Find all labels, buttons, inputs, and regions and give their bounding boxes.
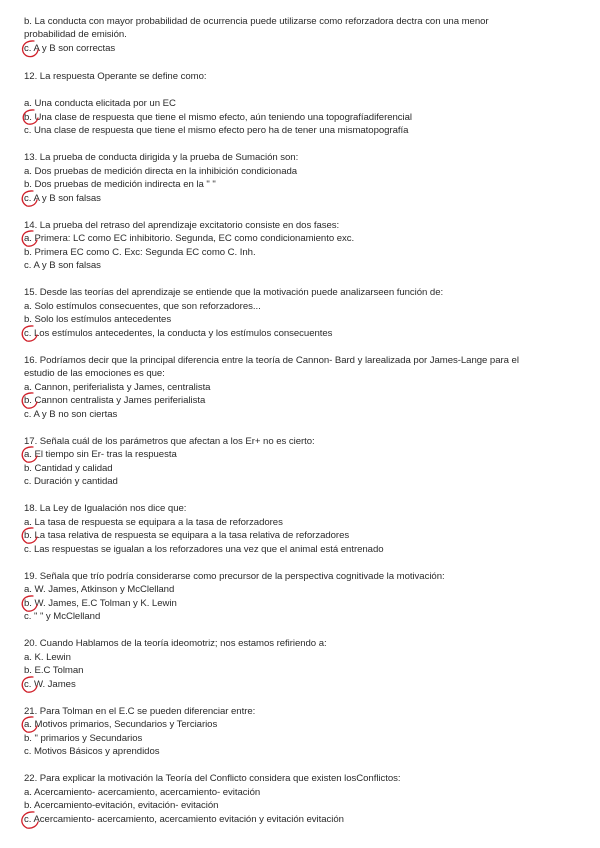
q22-option-b: b. Acercamiento-evitación, evitación- evitación [24, 800, 219, 811]
answer-mark-q18 [22, 528, 37, 543]
q18-option-b: b. La tasa relativa de respuesta se equipara a la tasa relativa de reforzadores [24, 530, 350, 541]
answer-mark-q12 [23, 110, 38, 124]
answer-mark-q15 [22, 326, 37, 341]
answer-mark-q14 [22, 231, 37, 246]
q19-stem: 19. Señala que trío podría considerarse como precursor de la perspectiva cognitivade la motivación: [24, 571, 445, 582]
q19-option-c: c. " " y McClelland [24, 611, 101, 622]
q16-option-c: c. A y B no son ciertas [24, 409, 118, 420]
q16-stem-line2: estudio de las emociones es que: [24, 368, 165, 379]
q18-stem: 18. La Ley de Igualación nos dice que: [24, 503, 187, 514]
answer-mark-q13 [22, 191, 37, 206]
q13-option-a: a. Dos pruebas de medición directa en la inhibición condicionada [24, 166, 298, 177]
q14-stem: 14. La prueba del retraso del aprendizaje excitatorio consiste en dos fases: [24, 220, 340, 231]
q18-option-c: c. Las respuestas se igualan a los reforzadores una vez que el animal está entrenado [24, 544, 384, 555]
answer-mark-q17 [22, 447, 37, 462]
q20-option-c: c. W. James [24, 679, 76, 690]
q14-option-b: b. Primera EC como C. Exc: Segunda EC como C. Inh. [24, 247, 256, 258]
answer-mark-q11 [23, 41, 38, 57]
q13-option-c: c. A y B son falsas [24, 193, 101, 204]
q19-option-b: b. W. James, E.C Tolman y K. Lewin [24, 598, 177, 609]
q22-stem: 22. Para explicar la motivación la Teoría del Conflicto considera que existen losConflictos: [24, 773, 401, 784]
q14-option-a: a. Primera: LC como EC inhibitorio. Segunda, EC como condicionamiento exc. [24, 233, 355, 244]
q12-stem: 12. La respuesta Operante se define como: [24, 71, 207, 82]
q21-option-b: b. " primarios y Secundarios [24, 733, 143, 744]
q21-option-a: a. Motivos primarios, Secundarios y Terciarios [24, 719, 218, 730]
q14-option-c: c. A y B son falsas [24, 260, 101, 271]
q22-option-a: a. Acercamiento- acercamiento, acercamiento- evitación [24, 787, 261, 798]
q12-option-b: b. Una clase de respuesta que tiene el mismo efecto, aún teniendo una topografíadiferencial [24, 112, 412, 123]
q20-option-b: b. E.C Tolman [24, 665, 84, 676]
q17-stem: 17. Señala cuál de los parámetros que afectan a los Er+ no es cierto: [24, 436, 315, 447]
q12-option-a: a. Una conducta elicitada por un EC [24, 98, 176, 109]
answer-mark-q22 [22, 812, 38, 828]
answer-mark-q20 [22, 677, 37, 692]
answer-mark-q16 [22, 393, 37, 408]
q21-stem: 21. Para Tolman en el E.C se pueden diferenciar entre: [24, 706, 256, 717]
q21-option-c: c. Motivos Básicos y aprendidos [24, 746, 160, 757]
q17-option-b: b. Cantidad y calidad [24, 463, 113, 474]
q16-option-b: b. Cannon centralista y James periferialista [24, 395, 206, 406]
q11-option-b-line1: b. La conducta con mayor probabilidad de ocurrencia puede utilizarse como reforzadora dectra con una menor [24, 16, 489, 27]
q17-option-c: c. Duración y cantidad [24, 476, 118, 487]
q15-stem: 15. Desde las teorías del aprendizaje se entiende que la motivación puede analizarseen función de: [24, 287, 444, 298]
q22-option-c: c. Acercamiento- acercamiento, acercamiento evitación y evitación evitación [24, 814, 344, 825]
q16-stem-line1: 16. Podríamos decir que la principal diferencia entre la teoría de Cannon- Bard y larealizada por James-Lange para el [24, 355, 519, 366]
q15-option-c: c. Los estímulos antecedentes, la conducta y los estímulos consecuentes [24, 328, 333, 339]
q13-option-b: b. Dos pruebas de medición indirecta en la " " [24, 179, 216, 190]
q11-option-c: c. A y B son correctas [24, 43, 116, 54]
q12-option-c: c. Una clase de respuesta que tiene el mismo efecto pero ha de tener una mismatopografía [24, 125, 409, 136]
q15-option-b: b. Solo los estímulos antecedentes [24, 314, 172, 325]
q13-stem: 13. La prueba de conducta dirigida y la prueba de Sumación son: [24, 152, 299, 163]
q18-option-a: a. La tasa de respuesta se equipara a la tasa de reforzadores [24, 517, 283, 528]
q20-stem: 20. Cuando Hablamos de la teoría ideomotriz; nos estamos refiriendo a: [24, 638, 327, 649]
q20-option-a: a. K. Lewin [24, 652, 71, 663]
q16-option-a: a. Cannon, periferialista y James, centralista [24, 382, 211, 393]
q17-option-a: a. El tiempo sin Er- tras la respuesta [24, 449, 177, 460]
answer-mark-q19 [22, 596, 37, 611]
q19-option-a: a. W. James, Atkinson y McClelland [24, 584, 175, 595]
answer-mark-q21 [22, 717, 37, 732]
q15-option-a: a. Solo estímulos consecuentes, que son reforzadores... [24, 301, 261, 312]
q11-option-b-line2: probabilidad de emisión. [24, 29, 127, 40]
